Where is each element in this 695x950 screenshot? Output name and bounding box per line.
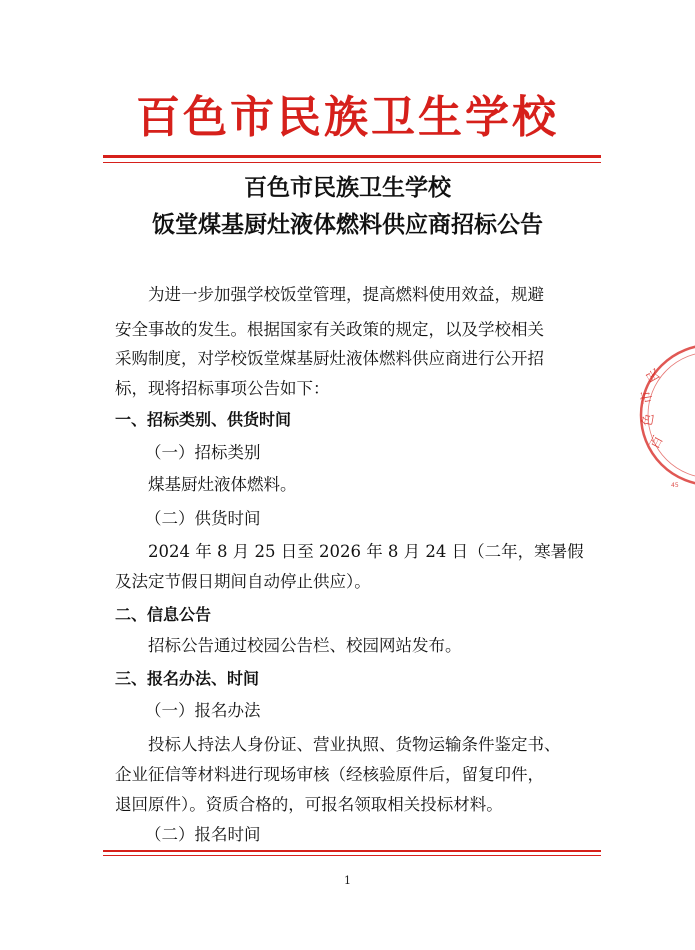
page-number: 1 bbox=[344, 874, 351, 887]
document-title-line-2: 饭堂煤基厨灶液体燃料供应商招标公告 bbox=[152, 211, 543, 238]
svg-text:百: 百 bbox=[647, 433, 667, 452]
section-1-heading: 一、招标类别、供货时间 bbox=[115, 410, 292, 429]
footer-rule-thick bbox=[103, 850, 601, 852]
section-1-sub-2-text-2: 及法定节假日期间自动停止供应）。 bbox=[115, 572, 371, 591]
section-2-heading: 二、信息公告 bbox=[115, 605, 212, 624]
section-3-sub-1-text-2: 企业征信等材料进行现场审核（经核验原件后，留复印件， bbox=[115, 765, 544, 784]
masthead-rule-thin bbox=[103, 162, 601, 163]
svg-text:45: 45 bbox=[671, 482, 679, 489]
svg-text:民: 民 bbox=[643, 365, 664, 385]
section-1-sub-1-heading: （一）招标类别 bbox=[145, 443, 261, 462]
document-title-line-1: 百色市民族卫生学校 bbox=[244, 174, 451, 201]
section-3-sub-2-heading: （二）报名时间 bbox=[145, 825, 261, 844]
svg-text:色: 色 bbox=[640, 412, 658, 428]
intro-line-2: 安全事故的发生。根据国家有关政策的规定，以及学校相关 bbox=[115, 320, 544, 339]
section-3-heading: 三、报名办法、时间 bbox=[115, 669, 260, 688]
section-1-sub-2-text-1: 2024 年 8 月 25 日至 2026 年 8 月 24 日（二年，寒暑假 bbox=[148, 542, 584, 561]
section-1-sub-2-heading: （二）供货时间 bbox=[145, 509, 261, 528]
section-2-text: 招标公告通过校园公告栏、校园网站发布。 bbox=[148, 636, 462, 655]
svg-text:市: 市 bbox=[638, 389, 656, 405]
section-1-sub-1-text: 煤基厨灶液体燃料。 bbox=[148, 475, 297, 494]
section-3-sub-1-heading: （一）报名办法 bbox=[145, 701, 261, 720]
masthead-title: 百色市民族卫生学校 bbox=[136, 92, 559, 143]
intro-line-3: 采购制度，对学校饭堂煤基厨灶液体燃料供应商进行公开招 bbox=[115, 349, 544, 368]
intro-line-1: 为进一步加强学校饭堂管理，提高燃料使用效益，规避 bbox=[148, 285, 544, 304]
intro-line-4: 标，现将招标事项公告如下： bbox=[115, 379, 330, 398]
masthead-rule-thick bbox=[103, 155, 601, 158]
official-seal-stamp bbox=[627, 335, 695, 495]
section-3-sub-1-text-3: 退回原件）。资质合格的，可报名领取相关投标材料。 bbox=[115, 795, 503, 814]
footer-rule-thin bbox=[103, 855, 601, 856]
section-3-sub-1-text-1: 投标人持法人身份证、营业执照、货物运输条件鉴定书、 bbox=[148, 735, 561, 754]
